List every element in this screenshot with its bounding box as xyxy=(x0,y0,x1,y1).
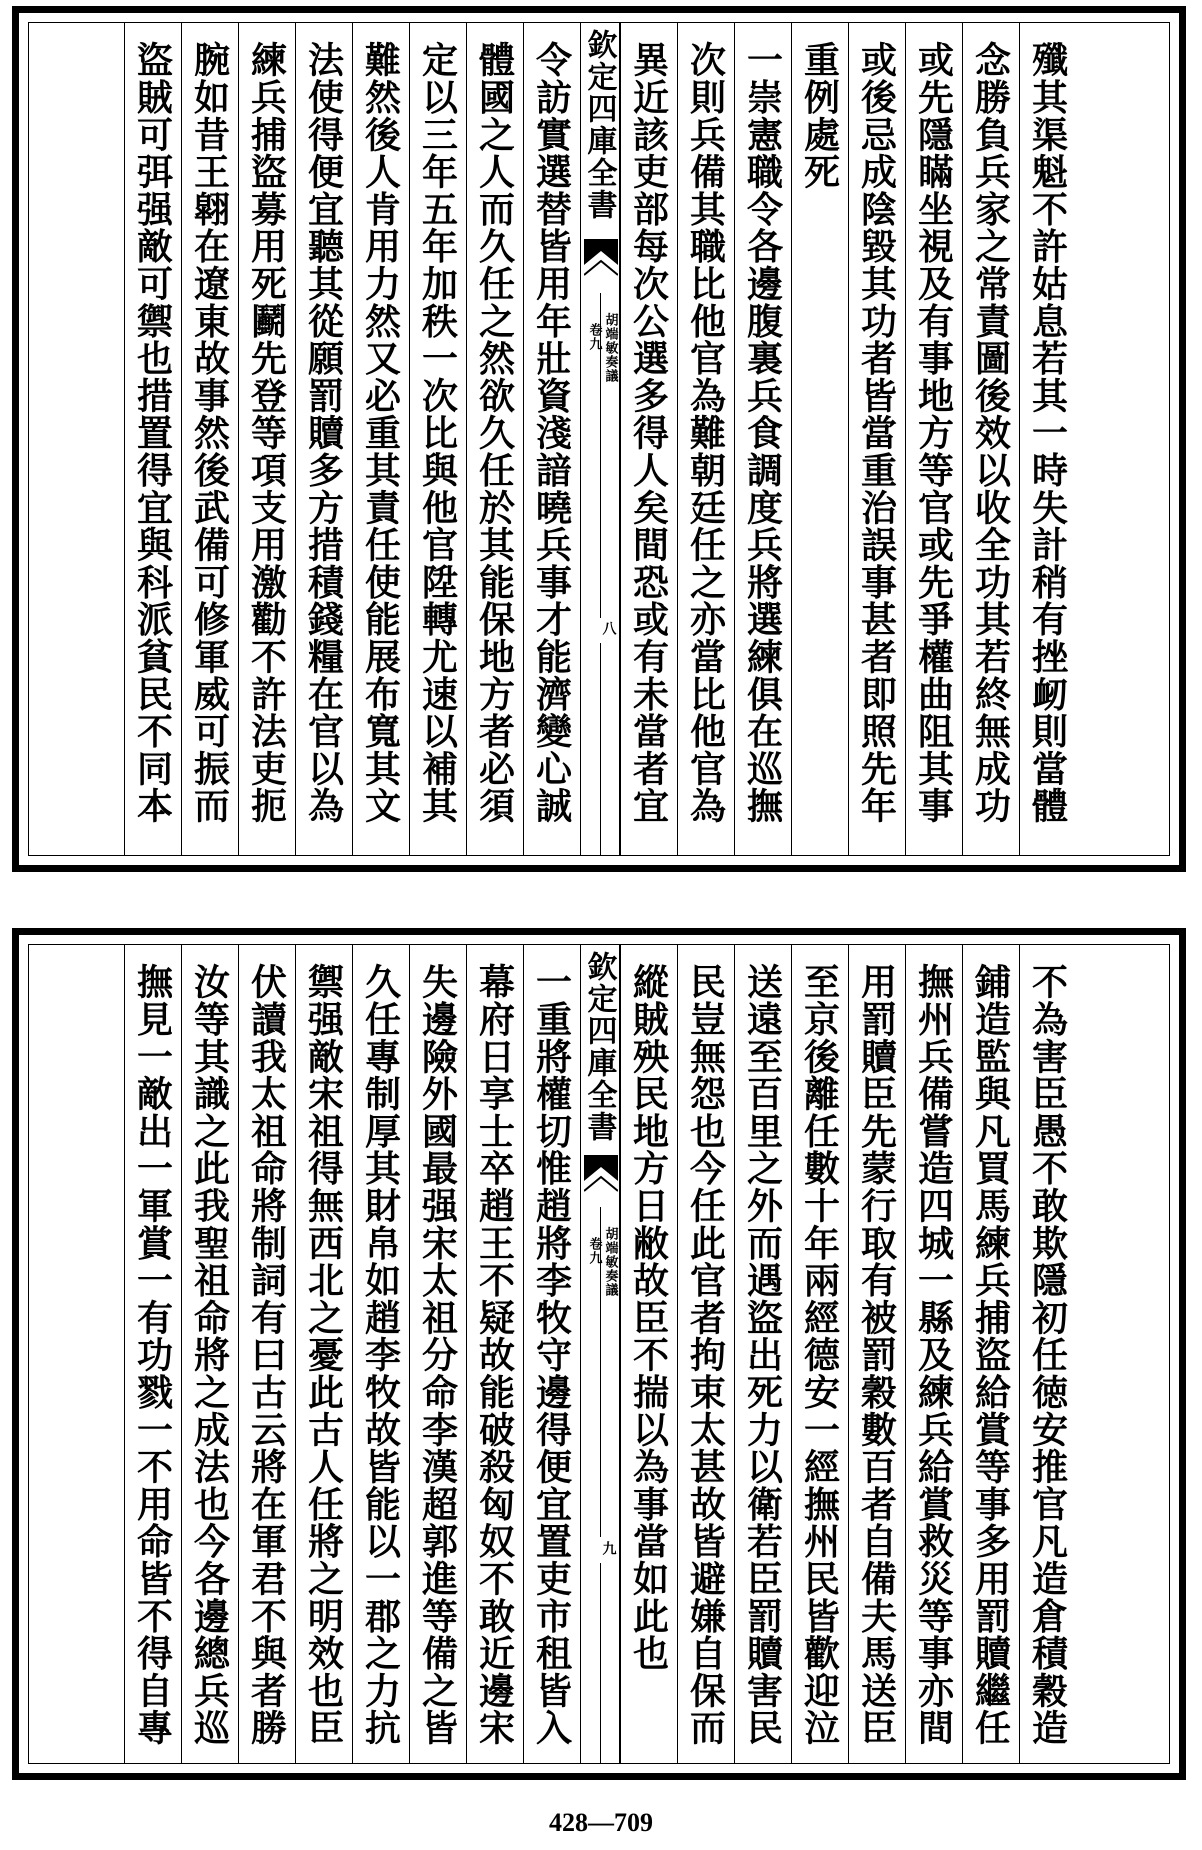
text-column xyxy=(352,945,409,1763)
gutter-line xyxy=(600,1563,601,1763)
gutter-work-title: 胡端敏奏議 xyxy=(602,1227,618,1297)
column-text: 失邊險外國最强宋太祖分命李漢超郭進等備之皆 xyxy=(416,963,459,1747)
column-text: 汝等其識之此我聖祖命將之成法也今各邊總兵巡 xyxy=(188,963,231,1747)
text-column xyxy=(523,945,580,1763)
column-text: 練兵捕盜募用死鬬先登等項支用激勸不許法吏扼 xyxy=(245,41,288,825)
text-column xyxy=(848,945,905,1763)
column-text: 腕如昔王翶在遼東故事然後武備可修軍威可振而 xyxy=(188,41,231,825)
column-text: 鋪造監與凡買馬練兵捕盜給賞等事多用罰贖繼任 xyxy=(969,963,1012,1747)
text-column xyxy=(352,23,409,855)
column-text: 不為害臣愚不敢欺隱初任徳安推官凡造倉積穀造 xyxy=(1026,963,1069,1747)
gutter-work-title: 胡端敏奏議 xyxy=(602,313,618,383)
column-text: 禦强敵宋祖得無西北之憂此古人任將之明效也臣 xyxy=(302,963,345,1747)
bottom-page-frame xyxy=(28,944,1170,1764)
gutter-line xyxy=(600,643,601,855)
running-title: 欽定四庫全書 xyxy=(581,29,617,221)
page-code: 428—709 xyxy=(549,1808,653,1837)
column-text: 法使得便宜聽其從願罰贖多方措積錢糧在官以為 xyxy=(302,41,345,825)
top-center-gutter xyxy=(580,23,620,855)
column-text: 幕府日享士卒趙王不疑故能破殺匈奴不敢近邊宋 xyxy=(473,963,516,1747)
bottom-page xyxy=(12,928,1186,1780)
column-text: 念勝負兵家之常責圖後效以收全功其若終無成功 xyxy=(969,41,1012,825)
fish-tail-mark-icon xyxy=(584,1155,618,1203)
bottom-center-gutter xyxy=(580,945,620,1763)
text-column xyxy=(791,945,848,1763)
top-page xyxy=(12,6,1186,872)
column-text: 定以三年五年加秩一次比與他官陞轉尤速以補其 xyxy=(416,41,459,825)
column-text: 一重將權切惟趙將李牧守邊得便宜置吏市租皆入 xyxy=(530,963,573,1747)
text-column xyxy=(466,945,523,1763)
column-text: 異近該吏部每次公選多得人矣間恐或有未當者宜 xyxy=(627,41,670,825)
text-column xyxy=(962,945,1019,1763)
text-column xyxy=(409,23,466,855)
column-text: 次則兵備其職比他官為難朝廷任之亦當比他官為 xyxy=(684,41,727,825)
folio-number: 九 xyxy=(600,1541,617,1555)
text-column xyxy=(848,23,905,855)
text-column xyxy=(677,945,734,1763)
column-text: 縱賊殃民地方日敝故臣不揣以為事當如此也 xyxy=(627,963,670,1672)
text-column xyxy=(466,23,523,855)
column-text: 殲其渠魁不許姑息若其一時失計稍有挫衂則當體 xyxy=(1026,41,1069,825)
text-column xyxy=(523,23,580,855)
column-text: 盜賊可弭强敵可禦也措置得宜與科派貧民不同本 xyxy=(131,41,174,825)
fish-tail-mark-icon xyxy=(584,239,618,287)
text-column xyxy=(905,23,962,855)
text-column xyxy=(124,23,181,855)
text-column xyxy=(677,23,734,855)
text-column xyxy=(409,945,466,1763)
text-column xyxy=(1019,945,1076,1763)
text-column xyxy=(295,945,352,1763)
column-text: 重例處死 xyxy=(798,41,841,191)
column-text: 撫見一敵出一軍賞一有功戮一不用命皆不得自專 xyxy=(131,963,174,1747)
gutter-volume: 卷九 xyxy=(586,1237,602,1265)
text-column xyxy=(238,945,295,1763)
text-column xyxy=(905,945,962,1763)
column-text: 難然後人肯用力然又必重其責任使能展布寬其文 xyxy=(359,41,402,825)
column-text: 或後忌成陰毀其功者皆當重治誤事甚者即照先年 xyxy=(855,41,898,825)
folio-number: 八 xyxy=(600,621,617,635)
column-text: 體國之人而久任之然欲久任於其能保地方者必須 xyxy=(473,41,516,825)
column-text: 伏讀我太祖命將制詞有曰古云將在軍君不與者勝 xyxy=(245,963,288,1747)
text-column xyxy=(962,23,1019,855)
text-column xyxy=(620,23,677,855)
column-text: 一崇憲職令各邊腹裏兵食調度兵將選練俱在巡撫 xyxy=(741,41,784,825)
column-text: 送遠至百里之外而遇盜出死力以衛若臣罰贖害民 xyxy=(741,963,784,1747)
column-text: 久任專制厚其財帛如趙李牧故皆能以一郡之力抗 xyxy=(359,963,402,1747)
top-page-frame xyxy=(28,22,1170,856)
column-text: 民豈無怨也今任此官者拘束太甚故皆避嫌自保而 xyxy=(684,963,727,1747)
text-column xyxy=(238,23,295,855)
text-column xyxy=(124,945,181,1763)
text-column xyxy=(734,23,791,855)
text-column xyxy=(1019,23,1076,855)
text-column xyxy=(295,23,352,855)
running-title: 欽定四庫全書 xyxy=(581,951,617,1143)
gutter-volume: 卷九 xyxy=(586,323,602,351)
column-text: 撫州兵備嘗造四城一縣及練兵給賞救災等事亦間 xyxy=(912,963,955,1747)
text-column xyxy=(791,23,848,855)
text-column xyxy=(620,945,677,1763)
column-text: 至京後離任數十年兩經德安一經撫州民皆歡迎泣 xyxy=(798,963,841,1747)
text-column xyxy=(181,945,238,1763)
column-text: 令訪實選替皆用年壯資淺諳曉兵事才能濟變心誠 xyxy=(530,41,573,825)
column-text: 用罰贖臣先蒙行取有被罰穀數百者自備夫馬送臣 xyxy=(855,963,898,1747)
column-text: 或先隱瞞坐視及有事地方等官或先爭權曲阻其事 xyxy=(912,41,955,825)
text-column xyxy=(181,23,238,855)
text-column xyxy=(734,945,791,1763)
